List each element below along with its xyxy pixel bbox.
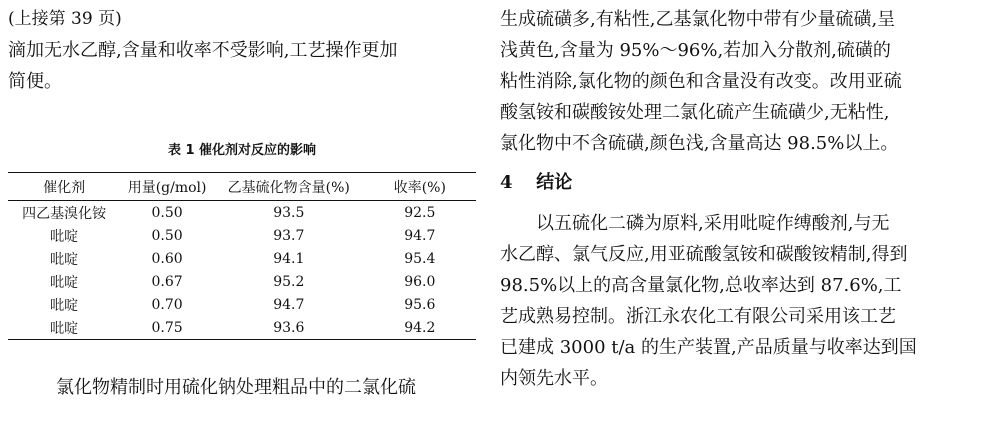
column-header-catalyst: 催化剂 — [8, 173, 120, 201]
table-row — [8, 293, 476, 316]
cell-yield: 94.2 — [364, 316, 476, 340]
paragraph-line: 氯化物中不含硫磺,颜色浅,含量高达 98.5%以上。 — [500, 133, 899, 154]
conclusion-paragraph — [500, 208, 992, 394]
paragraph-line: 滴加无水乙醇,含量和收率不受影响,工艺操作更加 — [8, 40, 398, 61]
cell-dosage: 0.70 — [151, 296, 183, 313]
cell-content: 93.5 — [273, 204, 305, 221]
cell-yield: 96.0 — [404, 273, 436, 290]
left-bottom-line: 氯化物精制时用硫化钠处理粗品中的二氯化硫 — [56, 377, 416, 398]
left-paragraph — [8, 35, 478, 97]
table-header-row — [8, 173, 476, 201]
table-row — [8, 201, 476, 225]
paragraph-line: 生成硫磺多,有粘性,乙基氯化物中带有少量硫磺,呈 — [500, 9, 896, 30]
cell-catalyst: 吡啶 — [50, 297, 79, 314]
paragraph-line: 浅黄色,含量为 95%～96%,若加入分散剂,硫磺的 — [500, 40, 891, 61]
paragraph-line: 以五硫化二磷为原料,采用吡啶作缚酸剂,与无 — [536, 213, 890, 234]
column-header-dosage: 用量(g/mol) — [120, 173, 214, 201]
table-row — [8, 224, 476, 247]
cell-catalyst: 吡啶 — [50, 251, 79, 268]
cell-dosage: 0.67 — [151, 273, 183, 290]
left-column — [8, 4, 478, 97]
cell-yield: 95.6 — [404, 296, 436, 313]
cell-catalyst: 四乙基溴化铵 — [22, 205, 107, 222]
cell-content: 94.7 — [273, 296, 305, 313]
table-caption: 表 1 催化剂对反应的影响 — [167, 143, 317, 158]
cell-dosage: 0.50 — [151, 204, 183, 221]
section-number: 4 — [500, 172, 513, 193]
cell-yield: 95.4 — [404, 250, 436, 267]
section-heading — [500, 167, 992, 198]
paragraph-line: 98.5%以上的高含量氯化物,总收率达到 87.6%,工 — [500, 275, 902, 296]
paragraph-line: 酸氢铵和碳酸铵处理二氯化硫产生硫磺少,无粘性, — [500, 102, 890, 123]
cell-dosage: 0.75 — [120, 316, 214, 340]
cell-catalyst: 吡啶 — [8, 316, 120, 340]
catalyst-table — [8, 172, 476, 340]
continuation-note: (上接第 39 页) — [8, 9, 122, 29]
table-row — [8, 247, 476, 270]
cell-content: 94.1 — [273, 250, 305, 267]
table-1 — [8, 142, 476, 340]
right-paragraph — [500, 4, 992, 159]
right-column — [500, 4, 992, 394]
paragraph-line: 水乙醇、氯气反应,用亚硫酸氢铵和碳酸铵精制,得到 — [500, 244, 908, 265]
column-header-content: 乙基硫化物含量(%) — [214, 173, 364, 201]
cell-catalyst: 吡啶 — [50, 274, 79, 291]
column-header-yield: 收率(%) — [364, 173, 476, 201]
paragraph-line: 粘性消除,氯化物的颜色和含量没有改变。改用亚硫 — [500, 71, 902, 92]
table-row — [8, 270, 476, 293]
cell-dosage: 0.60 — [151, 250, 183, 267]
cell-yield: 94.7 — [404, 227, 436, 244]
cell-content: 95.2 — [273, 273, 305, 290]
paragraph-line: 艺成熟易控制。浙江永农化工有限公司采用该工艺 — [500, 306, 896, 327]
cell-content: 93.7 — [273, 227, 305, 244]
cell-catalyst: 吡啶 — [50, 228, 79, 245]
cell-yield: 92.5 — [404, 204, 436, 221]
paragraph-line: 内领先水平。 — [500, 368, 608, 389]
table-row — [8, 316, 476, 340]
section-title: 结论 — [536, 172, 573, 193]
cell-dosage: 0.50 — [151, 227, 183, 244]
cell-content: 93.6 — [214, 316, 364, 340]
paragraph-line: 已建成 3000 t/a 的生产装置,产品质量与收率达到国 — [500, 337, 917, 358]
paragraph-line: 简便。 — [8, 71, 62, 92]
